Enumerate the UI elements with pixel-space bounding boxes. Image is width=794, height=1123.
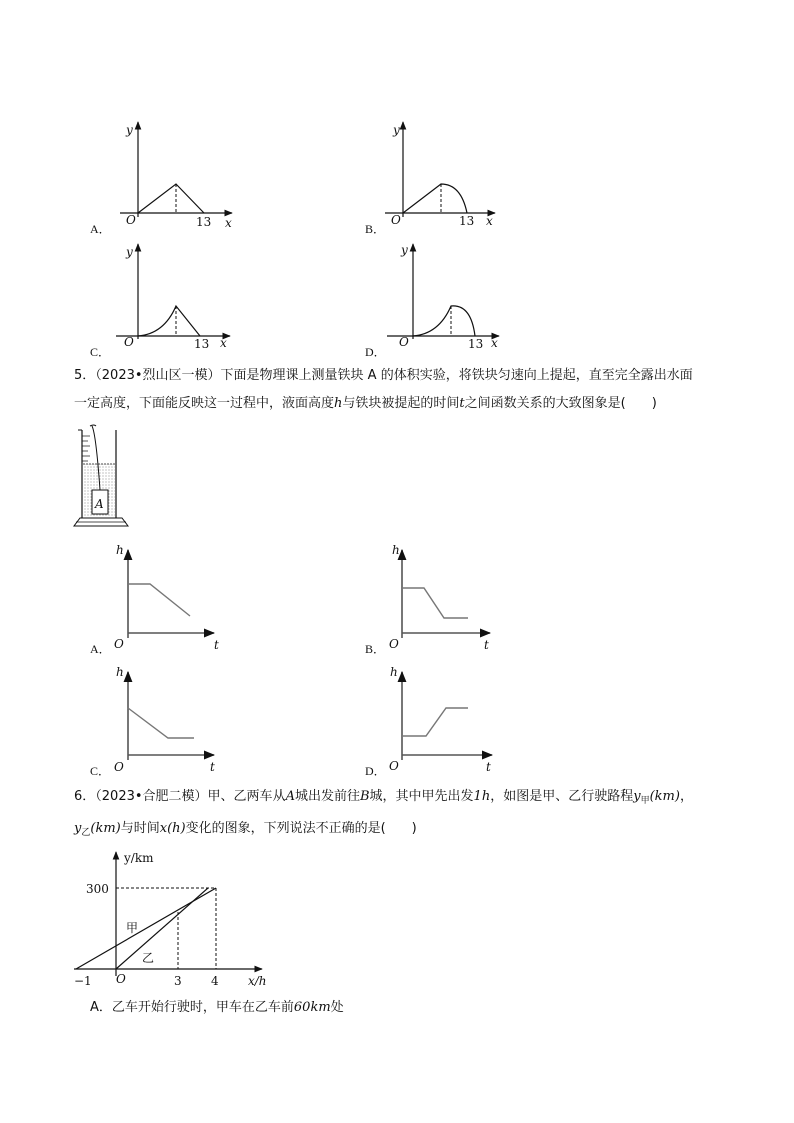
axis-y-label: y/km xyxy=(124,851,154,865)
axis-y-label: y xyxy=(126,123,133,137)
axis-y-label: h xyxy=(392,543,400,557)
q6-option-a-text: 处 xyxy=(330,1000,344,1015)
q6-text: ， xyxy=(679,789,693,804)
axis-x-label: t xyxy=(210,760,215,774)
q5-graph-c xyxy=(110,660,230,774)
q5-graph-a xyxy=(110,538,230,652)
axis-x-label: t xyxy=(214,638,219,652)
tick-13: 13 xyxy=(468,337,484,351)
q6-subscript: 甲 xyxy=(640,796,650,806)
q6-var: B xyxy=(359,789,370,804)
q5-option-a-letter: A． xyxy=(90,642,111,656)
axis-x-label: t xyxy=(484,638,489,652)
q5-graph-b xyxy=(386,538,506,652)
block-a-label: A xyxy=(95,497,104,511)
axis-y-label: y xyxy=(393,123,400,137)
q4-graph-a xyxy=(90,118,250,238)
q5-line-1 xyxy=(74,363,693,389)
q6-var: A xyxy=(285,789,295,804)
q6-number: 6． xyxy=(74,789,96,804)
q4-graph-d xyxy=(365,240,525,360)
origin-label: O xyxy=(116,972,126,986)
beaker-illustration xyxy=(72,424,132,528)
q6-source: （2023•合肥二模） xyxy=(95,789,208,804)
q4-option-d-letter: D． xyxy=(365,345,386,359)
q5-line2-part: 与铁块被提起的时间 xyxy=(342,396,460,411)
q6-subscript: 乙 xyxy=(81,828,91,838)
axis-y-label: y xyxy=(126,245,133,259)
q6-text: 城出发前往 xyxy=(294,789,360,804)
axis-x-label: t xyxy=(486,760,491,774)
origin-label: O xyxy=(399,335,409,349)
q5-number: 5． xyxy=(74,368,96,383)
q6-graph xyxy=(70,848,280,988)
q6-unit: (km) xyxy=(649,789,680,804)
axis-x-label: x xyxy=(491,336,498,350)
q5-option-d-letter: D． xyxy=(365,764,386,778)
axis-y-label: h xyxy=(116,665,124,679)
origin-label: O xyxy=(126,213,136,227)
series-label-yi: 乙 xyxy=(142,951,155,965)
origin-label: O xyxy=(389,637,399,651)
q4-option-b-letter: B． xyxy=(365,222,386,236)
q4-option-a-letter: A． xyxy=(90,222,111,236)
q5-line2-part: 一定高度，下面能反映这一过程中，液面高度 xyxy=(74,396,335,411)
q6-var: y xyxy=(633,789,641,804)
axis-x-label: x xyxy=(220,336,227,350)
q5-line1-text: 下面是物理课上测量铁块 A 的体积实验，将铁块匀速向上提起，直至完全露出水面 xyxy=(220,368,693,383)
q4-option-c-letter: C． xyxy=(90,345,111,359)
q6-text: 甲、乙两车从 xyxy=(207,789,286,804)
q6-line-2 xyxy=(74,816,417,846)
q5-option-b-letter: B． xyxy=(365,642,386,656)
q5-option-c-letter: C． xyxy=(90,764,111,778)
q5-var-h: h xyxy=(334,396,343,411)
origin-label: O xyxy=(391,213,401,227)
q6-option-a xyxy=(90,995,344,1021)
q5-source: （2023•烈山区一模） xyxy=(95,368,221,383)
q6-var: 1h xyxy=(473,789,491,804)
q6-var: y xyxy=(74,821,82,836)
tick-13: 13 xyxy=(196,215,212,229)
origin-label: O xyxy=(114,760,124,774)
q6-unit: (km) xyxy=(90,821,121,836)
tick-300: 300 xyxy=(86,882,109,896)
axis-y-label: h xyxy=(390,665,398,679)
origin-label: O xyxy=(124,335,134,349)
q6-text: 与时间 xyxy=(120,821,160,836)
q5-line2-part: 之间函数关系的大致图象是( ) xyxy=(464,396,657,411)
axis-x-label: x/h xyxy=(248,974,267,988)
q6-line-1 xyxy=(74,784,693,814)
axis-y-label: h xyxy=(116,543,124,557)
q4-graph-c xyxy=(90,240,250,360)
axis-x-label: x xyxy=(486,214,493,228)
tick-3: 3 xyxy=(174,974,182,988)
q6-text: ，如图是甲、乙行驶路程 xyxy=(490,789,634,804)
q6-option-a-value: 60km xyxy=(293,1000,331,1015)
series-label-jia: 甲 xyxy=(126,921,139,935)
tick-minus-1: −1 xyxy=(74,974,92,988)
q5-var-t: t xyxy=(459,396,465,411)
q6-text: 城，其中甲先出发 xyxy=(369,789,474,804)
axis-y-label: y xyxy=(401,243,408,257)
tick-4: 4 xyxy=(211,974,219,988)
q6-text: 变化的图象，下列说法不正确的是( ) xyxy=(185,821,417,836)
q5-line-2 xyxy=(74,391,657,417)
q6-option-a-text: A．乙车开始行驶时，甲车在乙车前 xyxy=(90,1000,294,1015)
origin-label: O xyxy=(114,637,124,651)
origin-label: O xyxy=(389,759,399,773)
axis-x-label: x xyxy=(225,216,232,230)
q6-var: x(h) xyxy=(159,821,186,836)
tick-13: 13 xyxy=(194,337,210,351)
q5-graph-d xyxy=(386,660,506,774)
tick-13: 13 xyxy=(459,214,475,228)
